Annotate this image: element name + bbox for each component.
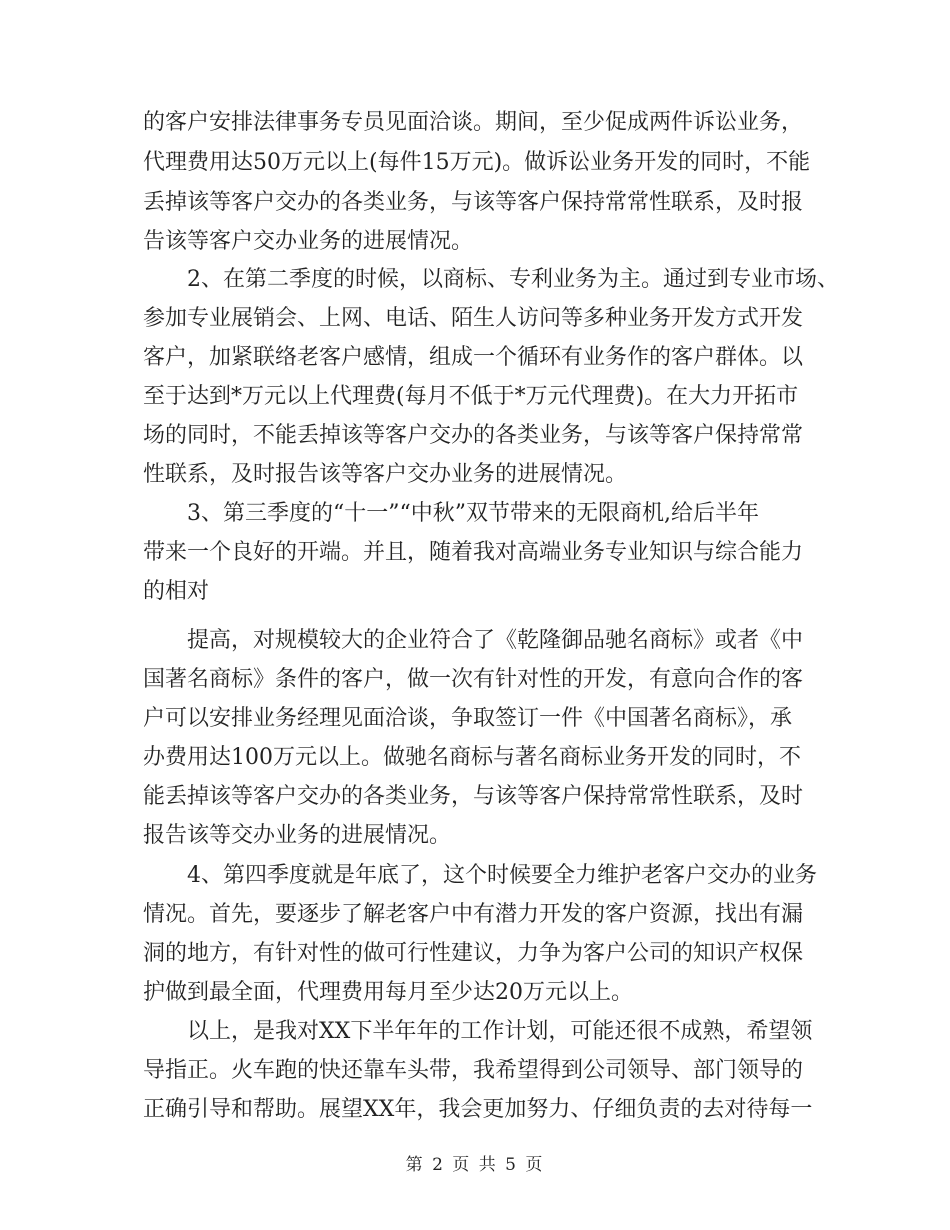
paragraph-first-line: 4、第四季度就是年底了，这个时候要全力维护老客户交办的业务 xyxy=(187,863,817,888)
paragraph-first-line: 2、在第二季度的时候，以商标、专利业务为主。通过到专业市场、 xyxy=(187,267,839,292)
paragraph-first-line: 以上，是我对XX下半年年的工作计划，可能还很不成熟，希望领 xyxy=(187,1019,813,1044)
page-number: 第 2 页 共 5 页 xyxy=(405,1155,545,1175)
text-line: 导指正。火车跑的快还靠车头带，我希望得到公司领导、部门领导的 xyxy=(143,1058,804,1083)
text-line: 至于达到*万元以上代理费(每月不低于*万元代理费)。在大力开拓市 xyxy=(143,384,799,409)
text-line: 护做到最全面，代理费用每月至少达20万元以上。 xyxy=(143,980,633,1005)
text-line: 洞的地方，有针对性的做可行性建议，力争为客户公司的知识产权保 xyxy=(143,941,804,966)
text-line: 参加专业展销会、上网、电话、陌生人访问等多种业务开发方式开发 xyxy=(143,306,804,331)
text-line: 丢掉该等客户交办的各类业务，与该等客户保持常常性联系，及时报 xyxy=(143,190,804,215)
text-line: 性联系，及时报告该等客户交办业务的进展情况。 xyxy=(143,462,628,487)
text-line: 带来一个良好的开端。并且，随着我对高端业务专业知识与综合能力 xyxy=(143,540,804,565)
text-line: 国著名商标》条件的客户，做一次有针对性的开发，有意向合作的客 xyxy=(143,667,804,692)
text-line: 情况。首先，要逐步了解老客户中有潜力开发的客户资源，找出有漏 xyxy=(143,902,804,927)
text-line: 代理费用达50万元以上(每件15万元)。做诉讼业务开发的同时，不能 xyxy=(143,150,811,175)
text-line: 正确引导和帮助。展望XX年，我会更加努力、仔细负责的去对待每一 xyxy=(143,1097,813,1122)
text-line: 场的同时，不能丢掉该等客户交办的各类业务，与该等客户保持常常 xyxy=(143,423,804,448)
text-line: 报告该等交办业务的进展情况。 xyxy=(143,823,452,848)
text-line: 告该等客户交办业务的进展情况。 xyxy=(143,229,474,254)
paragraph-first-line: 3、第三季度的“十一”“中秋”双节带来的无限商机,给后半年 xyxy=(187,501,759,526)
text-line: 的相对 xyxy=(143,579,210,604)
text-line: 办费用达100万元以上。做驰名商标与著名商标业务开发的同时，不 xyxy=(143,745,801,770)
text-line: 能丢掉该等客户交办的各类业务，与该等客户保持常常性联系，及时 xyxy=(143,784,804,809)
text-line: 客户，加紧联络老客户感情，组成一个循环有业务作的客户群体。以 xyxy=(143,345,804,370)
text-line: 的客户安排法律事务专员见面洽谈。期间，至少促成两件诉讼业务， xyxy=(143,110,804,135)
text-line: 户可以安排业务经理见面洽谈，争取签订一件《中国著名商标》，承 xyxy=(143,706,793,731)
paragraph-first-line: 提高，对规模较大的企业符合了《乾隆御品驰名商标》或者《中 xyxy=(187,628,804,653)
